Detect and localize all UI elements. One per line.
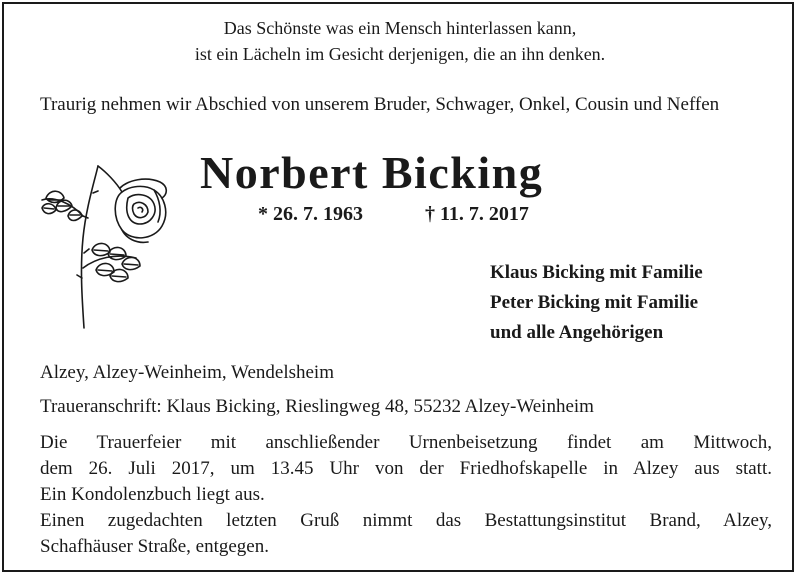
rose-icon	[36, 158, 176, 333]
intro-text: Traurig nehmen wir Abschied von unserem Bruder, Schwager, Onkel, Cousin und Neffen	[40, 94, 720, 115]
deceased-name: Norbert Bicking	[200, 147, 544, 198]
ceremony-line-2: dem 26. Juli 2017, um 13.45 Uhr von der Friedhofskapelle in Alzey aus statt.	[40, 458, 772, 479]
ceremony-line-4: Einen zugedachten letzten Gruß nimmt das Bestattungsinstitut Brand, Alzey,	[40, 510, 772, 531]
mourner-line-2: Peter Bicking mit Familie	[490, 292, 699, 313]
mourner-line-3: und alle Angehörigen	[490, 322, 664, 343]
address-text: Traueranschrift: Klaus Bicking, Rieslingweg 48, 55232 Alzey-Weinheim	[40, 396, 594, 417]
ceremony-line-1: Die Trauerfeier mit anschließender Urnenbeisetzung findet am Mittwoch,	[40, 432, 772, 453]
birth-date: * 26. 7. 1963	[258, 203, 363, 225]
quote-line-1: Das Schönste was ein Mensch hinterlassen kann,	[223, 18, 577, 38]
ceremony-line-5: Schafhäuser Straße, entgegen.	[40, 536, 269, 557]
quote-line-2: ist ein Lächeln im Gesicht derjenigen, die an ihn denken.	[194, 44, 606, 64]
ceremony-line-3: Ein Kondolenzbuch liegt aus.	[40, 484, 265, 505]
death-date: † 11. 7. 2017	[425, 203, 529, 225]
places-text: Alzey, Alzey-Weinheim, Wendelsheim	[40, 362, 334, 383]
mourner-line-1: Klaus Bicking mit Familie	[490, 262, 703, 283]
